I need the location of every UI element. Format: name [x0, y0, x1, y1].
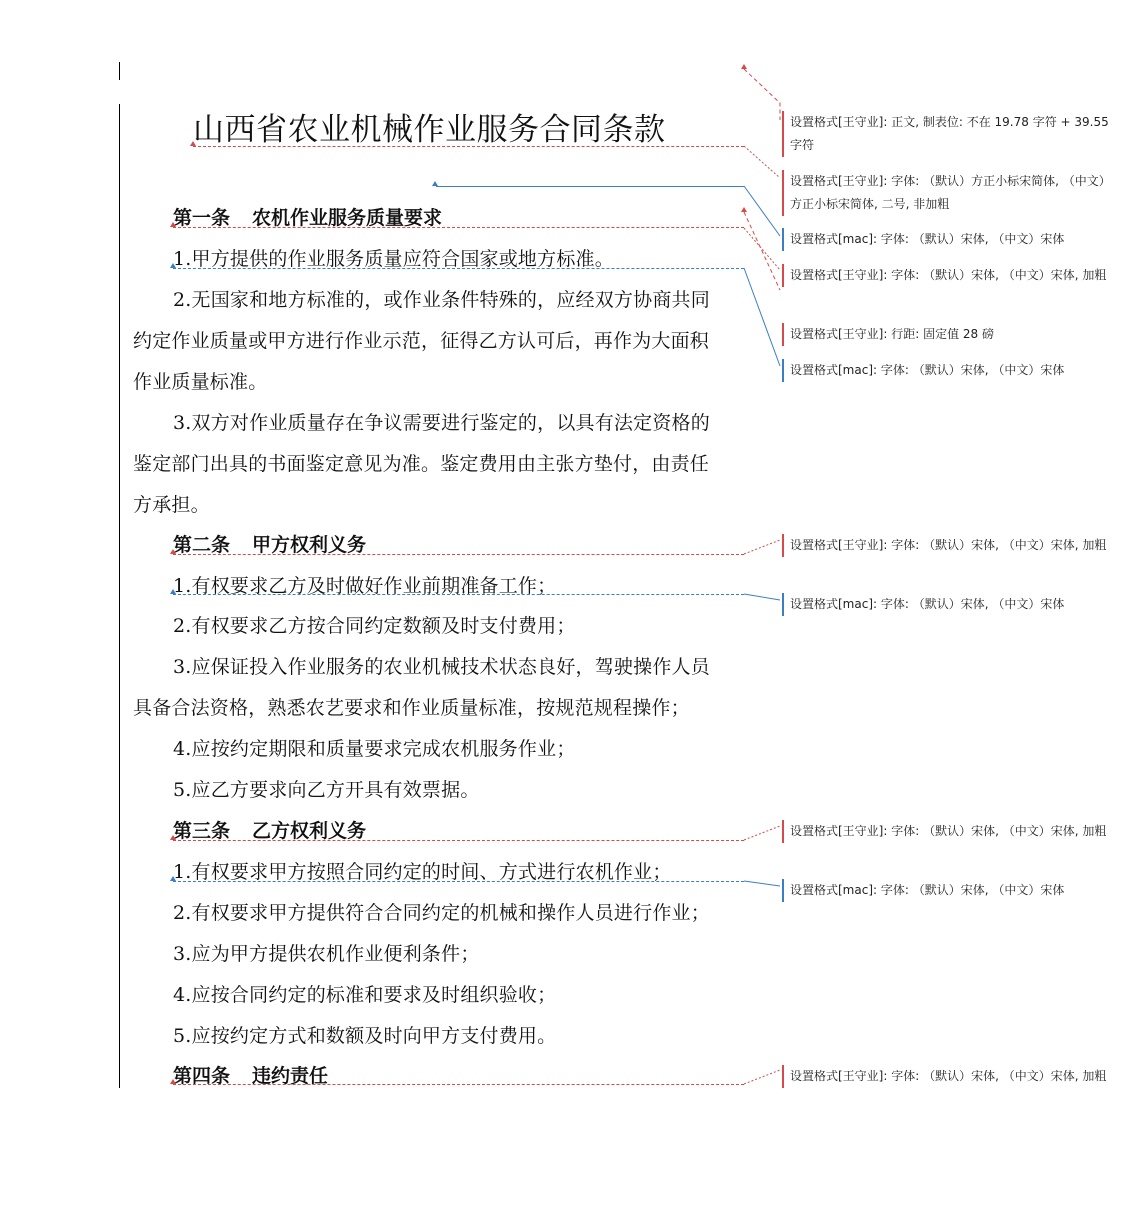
article-1-line-1: 1.甲方提供的作业服务质量应符合国家或地方标准。	[173, 248, 614, 270]
article-2-font-track	[173, 594, 744, 595]
article-1-format-caret	[170, 222, 176, 227]
article-3-line-3: 3.应为甲方提供农机作业便利条件；	[173, 943, 480, 965]
title-format-caret	[190, 141, 196, 146]
article-3-number: 第三条	[173, 820, 231, 842]
title-format-track	[193, 146, 744, 147]
article-2-line-6: 5.应乙方要求向乙方开具有效票据。	[173, 779, 480, 801]
article-4-number: 第四条	[173, 1065, 231, 1087]
article-1-line-5: 3.双方对作业质量存在争议需要进行鉴定的，以具有法定资格的	[173, 412, 710, 434]
empty-line-caret	[432, 181, 438, 186]
article-2-format-caret	[170, 549, 176, 554]
article-3-format-caret	[170, 835, 176, 840]
article-1-line-4: 作业质量标准。	[133, 371, 268, 393]
article-1-format-track	[173, 227, 744, 228]
article-2-line-3: 3.应保证投入作业服务的农业机械技术状态良好，驾驶操作人员	[173, 656, 710, 678]
comment-balloon[interactable]: 设置格式[王守业]: 字体: （默认）方正小标宋简体, （中文）方正小标宋简体, 二号, 非加粗	[782, 170, 1118, 216]
article-1-line-6: 鉴定部门出具的书面鉴定意见为准。鉴定费用由主张方垫付，由责任	[133, 453, 710, 475]
article-3-format-track	[173, 840, 744, 841]
comment-balloon[interactable]: 设置格式[王守业]: 字体: （默认）宋体, （中文）宋体, 加粗	[782, 820, 1118, 843]
article-3-name: 乙方权利义务	[252, 820, 367, 842]
article-3-line-2: 2.有权要求甲方提供符合合同约定的机械和操作人员进行作业；	[173, 902, 710, 924]
article-2-format-track	[173, 554, 744, 555]
article-2-line-1: 1.有权要求乙方及时做好作业前期准备工作；	[173, 575, 557, 597]
article-1-number: 第一条	[173, 207, 231, 229]
comment-balloon[interactable]: 设置格式[王守业]: 正文, 制表位: 不在 19.78 字符 + 39.55 字符	[782, 111, 1118, 157]
article-4-name: 违约责任	[252, 1065, 329, 1087]
article-2-heading	[173, 530, 366, 557]
comment-balloon[interactable]: 设置格式[王守业]: 字体: （默认）宋体, （中文）宋体, 加粗	[782, 534, 1118, 557]
comment-balloon[interactable]: 设置格式[mac]: 字体: （默认）宋体, （中文）宋体	[782, 593, 1118, 616]
comment-balloon[interactable]: 设置格式[王守业]: 字体: （默认）宋体, （中文）宋体, 加粗	[782, 1065, 1118, 1088]
article-1-line-3: 约定作业质量或甲方进行作业示范，征得乙方认可后，再作为大面积	[133, 330, 710, 352]
article-2-number: 第二条	[173, 534, 231, 556]
article-3-line-4: 4.应按合同约定的标准和要求及时组织验收；	[173, 984, 557, 1006]
article-3-line-1: 1.有权要求甲方按照合同约定的时间、方式进行农机作业；	[173, 861, 672, 883]
article-3-heading	[173, 816, 366, 843]
comment-balloon[interactable]: 设置格式[mac]: 字体: （默认）宋体, （中文）宋体	[782, 879, 1118, 902]
article-1-line-2: 2.无国家和地方标准的，或作业条件特殊的，应经双方协商共同	[173, 289, 710, 311]
article1-caret-right	[741, 207, 747, 212]
article-2-name: 甲方权利义务	[252, 534, 367, 556]
comment-balloon[interactable]: 设置格式[王守业]: 字体: （默认）宋体, （中文）宋体, 加粗	[782, 264, 1118, 287]
article-1-font-caret	[170, 263, 176, 268]
document-title: 山西省农业机械作业服务合同条款	[193, 112, 666, 148]
article-3-line-5: 5.应按约定方式和数额及时向甲方支付费用。	[173, 1025, 557, 1047]
article-2-line-4: 具备合法资格，熟悉农艺要求和作业质量标准，按规范规程操作；	[133, 697, 690, 719]
top-format-caret	[741, 64, 747, 69]
change-bar-top	[119, 62, 120, 80]
article-4-format-track	[173, 1084, 744, 1085]
article-1-line-7: 方承担。	[133, 494, 210, 516]
article-3-font-caret	[170, 876, 176, 881]
comment-balloon[interactable]: 设置格式[mac]: 字体: （默认）宋体, （中文）宋体	[782, 228, 1118, 251]
empty-line-track	[436, 186, 744, 187]
comment-balloon[interactable]: 设置格式[王守业]: 行距: 固定值 28 磅	[782, 323, 1118, 346]
article-1-name: 农机作业服务质量要求	[252, 207, 443, 229]
article-2-line-5: 4.应按约定期限和质量要求完成农机服务作业；	[173, 738, 576, 760]
article-4-format-caret	[170, 1079, 176, 1084]
comment-balloon[interactable]: 设置格式[mac]: 字体: （默认）宋体, （中文）宋体	[782, 359, 1118, 382]
article-2-line-2: 2.有权要求乙方按合同约定数额及时支付费用；	[173, 615, 576, 637]
article-2-font-caret	[170, 589, 176, 594]
article-1-heading	[173, 203, 442, 230]
change-bar-main	[119, 104, 120, 1088]
article-3-font-track	[173, 881, 744, 882]
article-1-font-track	[173, 268, 744, 269]
